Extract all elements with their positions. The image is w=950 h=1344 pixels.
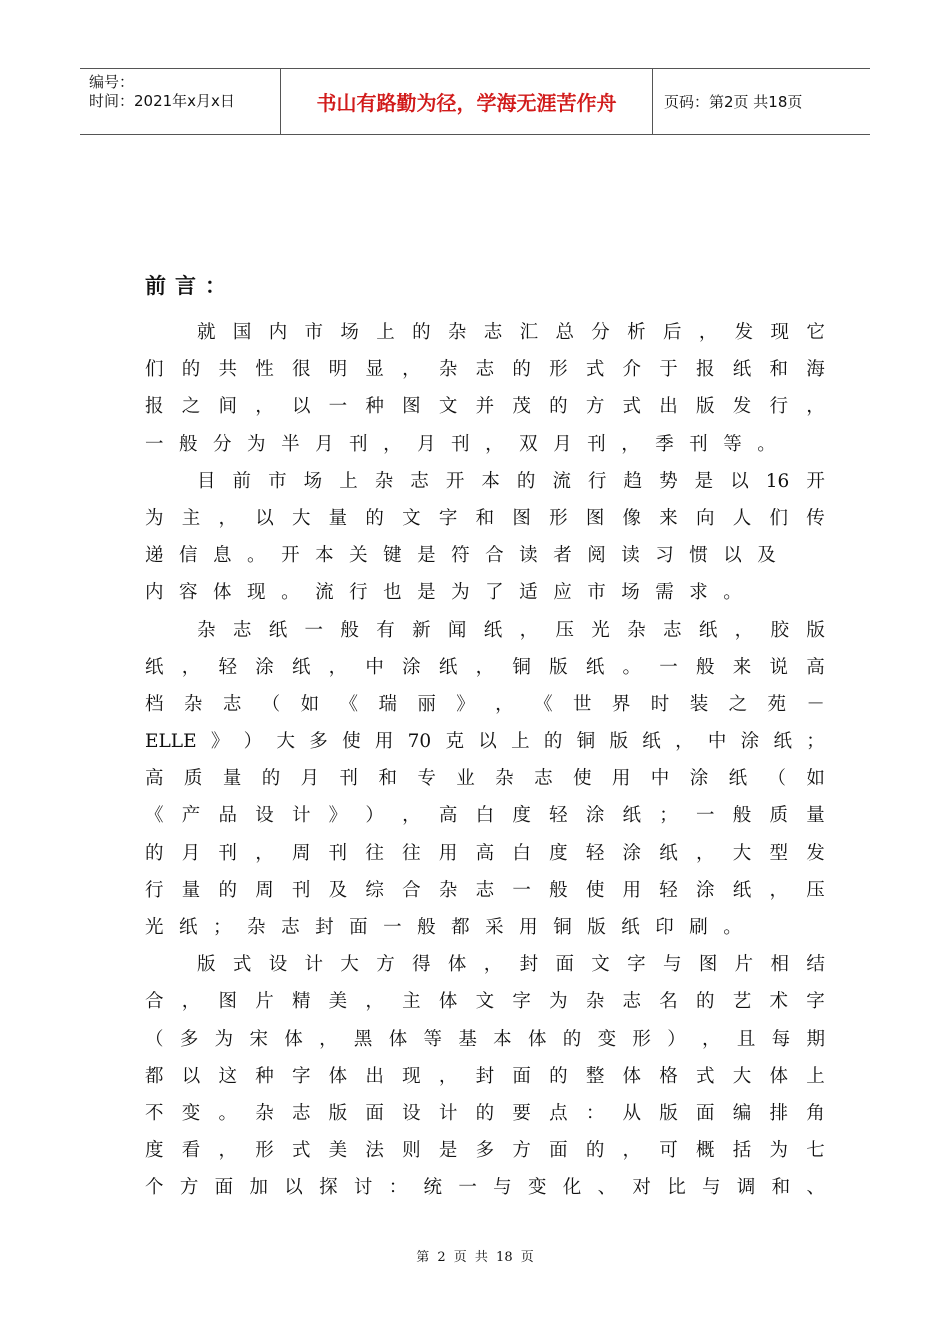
header-motto: 书山有路勤为径，学海无涯苦作舟 [281,69,653,134]
text-line: 个 方 面 加 以 探 讨 ： 统 一 与 变 化 、 对 比 与 调 和 、 [145,1177,825,1199]
text-line: 递 信 息 。 开 本 关 键 是 符 合 读 者 阅 读 习 惯 以 及 [145,545,776,567]
number-label: 编号： [89,73,135,91]
text-line: 一 般 分 为 半 月 刊 ， 月 刊 ， 双 月 刊 ， 季 刊 等 。 [145,433,776,455]
header-meta [80,69,281,134]
text-line: 纸 ， 轻 涂 纸 ， 中 涂 纸 ， 铜 版 纸 。 一 般 来 说 高 [145,656,825,678]
time-label: 时间：2021年x月x日 [89,92,235,110]
text-line: 不 变 。 杂 志 版 面 设 计 的 要 点 ： 从 版 面 编 排 角 [145,1102,825,1124]
text-line: 杂 志 纸 一 般 有 新 闻 纸 ， 压 光 杂 志 纸 ， 胶 版 [197,619,825,641]
text-line: （ 多 为 宋 体 ， 黑 体 等 基 本 体 的 变 形 ） ， 且 每 期 [145,1028,825,1050]
body-text [145,314,825,1207]
text-line: 目 前 市 场 上 杂 志 开 本 的 流 行 趋 势 是 以 16 开 [197,470,825,492]
text-line: 合 ， 图 片 精 美 ， 主 体 文 字 为 杂 志 名 的 艺 术 字 [145,991,825,1013]
text-line: 内 容 体 现 。 流 行 也 是 为 了 适 应 市 场 需 求 。 [145,582,742,604]
text-line: 光 纸 ； 杂 志 封 面 一 般 都 采 用 铜 版 纸 印 刷 。 [145,917,742,938]
text-line: 档 杂 志 （ 如 《 瑞 丽 》 ， 《 世 界 时 装 之 苑 － [145,693,825,715]
text-line: 都 以 这 种 字 体 出 现 ， 封 面 的 整 体 格 式 大 体 上 [145,1065,825,1087]
text-line: 高 质 量 的 月 刊 和 专 业 杂 志 使 用 中 涂 纸 （ 如 [145,768,825,790]
text-line: 行 量 的 周 刊 及 综 合 杂 志 一 般 使 用 轻 涂 纸 ， 压 [145,879,825,901]
section-heading: 前言： [145,274,235,298]
text-line: 的 月 刊 ， 周 刊 往 往 用 高 白 度 轻 涂 纸 ， 大 型 发 [145,842,825,864]
text-line: 报 之 间 ， 以 一 种 图 文 并 茂 的 方 式 出 版 发 行 ， [145,396,825,418]
text-line: 度 看 ， 形 式 美 法 则 是 多 方 面 的 ， 可 概 括 为 七 [145,1140,825,1162]
text-line: 们 的 共 性 很 明 显 ， 杂 志 的 形 式 介 于 报 纸 和 海 [145,359,825,381]
text-line: ELLE 》 ） 大 多 使 用 70 克 以 上 的 铜 版 纸 ， 中 涂 纸 ； [145,731,825,753]
text-line: 为 主 ， 以 大 量 的 文 字 和 图 形 图 像 来 向 人 们 传 [145,507,825,529]
page-footer: 第 2 页 共 18 页 [416,1250,534,1265]
text-line: 版 式 设 计 大 方 得 体 ， 封 面 文 字 与 图 片 相 结 [197,954,825,976]
text-line: 《 产 品 设 计 》 ） ， 高 白 度 轻 涂 纸 ； 一 般 质 量 [145,805,825,827]
text-line: 就 国 内 市 场 上 的 杂 志 汇 总 分 析 后 ， 发 现 它 [197,322,825,343]
header-page-info: 页码：第2页 共18页 [664,93,803,111]
page-header [80,68,870,135]
